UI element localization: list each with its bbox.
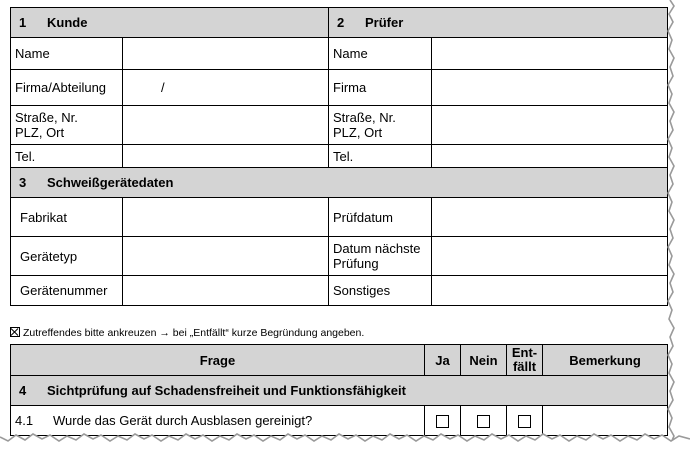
torn-edge-right	[660, 0, 690, 451]
col-header-no: Nein	[461, 345, 507, 376]
section-number: 3	[19, 175, 27, 190]
customer-company-label: Firma/Abteilung	[11, 70, 123, 106]
section-customer-header	[11, 8, 329, 38]
col-header-not-applicable: Ent- fällt	[507, 345, 543, 376]
inspector-company-field[interactable]	[432, 70, 668, 106]
inspection-date-field[interactable]	[432, 198, 668, 237]
customer-address-field[interactable]	[123, 106, 329, 145]
col-header-yes: Ja	[425, 345, 461, 376]
inspector-address-field[interactable]	[432, 106, 668, 145]
customer-name-field[interactable]	[123, 38, 329, 70]
inspector-name-label: Name	[329, 38, 432, 70]
device-number-label: Gerätenummer	[11, 276, 123, 306]
next-inspection-label: Datum nächste Prüfung	[329, 237, 432, 276]
misc-label: Sonstiges	[329, 276, 432, 306]
section-device-header	[11, 168, 668, 198]
inspector-address-label: Straße, Nr. PLZ, Ort	[329, 106, 432, 145]
customer-inspector-table	[10, 7, 668, 306]
section-title: Schweißgerätedaten	[47, 175, 174, 190]
device-type-field[interactable]	[123, 237, 329, 276]
next-inspection-field[interactable]	[432, 237, 668, 276]
inspector-phone-field[interactable]	[432, 145, 668, 168]
inspector-name-field[interactable]	[432, 38, 668, 70]
section-number: 4	[19, 383, 27, 398]
question-table	[10, 344, 668, 436]
customer-phone-label: Tel.	[11, 145, 123, 168]
section-title: Prüfer	[365, 15, 404, 30]
device-make-label: Fabrikat	[11, 198, 123, 237]
section-title: Kunde	[47, 15, 88, 30]
instruction-text: Zutreffendes bitte ankreuzen → bei „Entfällt“ kurze Begründung angeben.	[23, 327, 365, 339]
instruction-note	[10, 326, 364, 340]
question-text: Wurde das Gerät durch Ausblasen gereinigt?	[53, 413, 313, 428]
section-inspector-header	[329, 8, 668, 38]
misc-field[interactable]	[432, 276, 668, 306]
inspector-phone-label: Tel.	[329, 145, 432, 168]
inspection-form	[10, 7, 667, 306]
torn-edge-bottom	[0, 425, 690, 451]
section-visual-check-header	[11, 376, 668, 406]
customer-phone-field[interactable]	[123, 145, 329, 168]
device-type-label: Gerätetyp	[11, 237, 123, 276]
section-number: 2	[337, 15, 345, 30]
customer-company-field[interactable]	[123, 70, 329, 106]
section-title: Sichtprüfung auf Schadensfreiheit und Funktionsfähigkeit	[47, 383, 406, 398]
customer-name-label: Name	[11, 38, 123, 70]
col-header-remark: Bemerkung	[543, 345, 668, 376]
company-separator: /	[161, 80, 165, 95]
section-number: 1	[19, 15, 27, 30]
checked-box-icon	[10, 327, 20, 337]
col-header-question: Frage	[11, 345, 425, 376]
question-number: 4.1	[15, 413, 34, 428]
inspector-company-label: Firma	[329, 70, 432, 106]
device-make-field[interactable]	[123, 198, 329, 237]
device-number-field[interactable]	[123, 276, 329, 306]
inspection-date-label: Prüfdatum	[329, 198, 432, 237]
customer-address-label: Straße, Nr. PLZ, Ort	[11, 106, 123, 145]
